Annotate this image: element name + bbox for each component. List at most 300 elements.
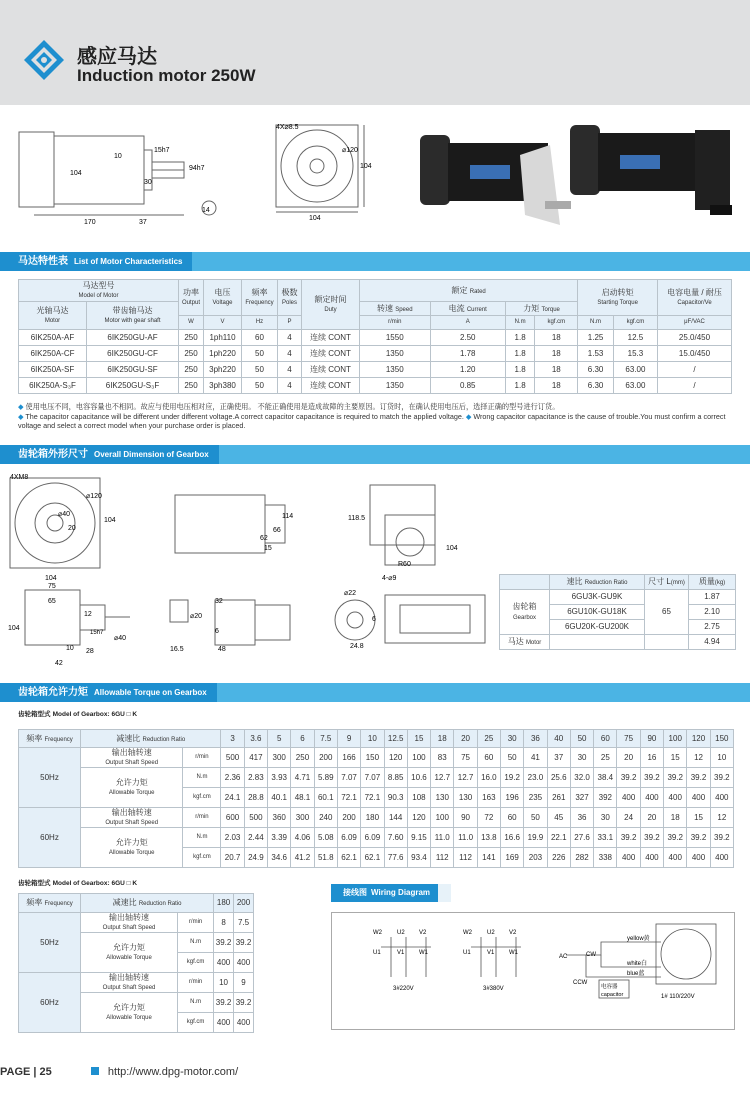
dim-label: 62 [260, 535, 268, 542]
table-cell: 7.5 [314, 730, 337, 748]
table-cell: 5 [268, 730, 291, 748]
table-cell: 39.2 [687, 828, 710, 848]
table-cell: 8.85 [384, 768, 407, 788]
table-cell: 400 [617, 848, 640, 868]
table-cell: 40.1 [268, 788, 291, 808]
table-cell: 18 [664, 808, 687, 828]
dim-label: 48 [218, 646, 226, 653]
dim-label: 104 [360, 163, 372, 170]
dim-label: 15h7 [90, 630, 104, 636]
table-cell: 1ph220 [204, 346, 242, 362]
table-cell: 7.5 [234, 913, 254, 933]
table-cell: 400 [214, 953, 234, 973]
table-cell: 39.2 [214, 933, 234, 953]
table-cell: 1.20 [430, 362, 505, 378]
table-cell: 30 [594, 808, 617, 828]
table-cell: 240 [314, 808, 337, 828]
table-cell: 12.5 [613, 330, 657, 346]
table-cell: 120 [687, 730, 710, 748]
table-cell: 130 [431, 788, 454, 808]
dim-label: 42 [55, 660, 63, 667]
table-cell: 72 [477, 808, 500, 828]
dim-label: 4X⌀8.5 [276, 124, 299, 131]
table-cell: 200 [234, 894, 254, 913]
dim-label: 28 [86, 648, 94, 655]
table-cell: 500 [244, 808, 267, 828]
dim-label: 24.8 [350, 643, 364, 650]
table-cell: 1350 [360, 362, 431, 378]
wire-label: 3#380V [483, 986, 504, 992]
table-cell: 3ph380 [204, 378, 242, 394]
table-cell: 1.8 [505, 346, 534, 362]
table-cell: 60Hz [19, 973, 81, 1033]
table-cell: 100 [431, 808, 454, 828]
section-header-torque: 齿轮箱允许力矩 Allowable Torque on Gearbox [0, 683, 750, 702]
table-cell: 166 [337, 748, 360, 768]
table-cell: 203 [524, 848, 547, 868]
table-cell: 4 [278, 362, 302, 378]
table-cell: 18 [431, 730, 454, 748]
table-cell: 130 [454, 788, 477, 808]
table-cell: 30 [501, 730, 524, 748]
table-cell: 39.2 [234, 993, 254, 1013]
table-cell: 4.71 [291, 768, 314, 788]
wire-label: U1 [373, 950, 381, 956]
table-cell: 39.2 [640, 768, 663, 788]
table-cell: 20 [617, 748, 640, 768]
table-cell: 400 [664, 848, 687, 868]
table-cell: 18 [535, 378, 578, 394]
table-cell: 90 [640, 730, 663, 748]
table-cell: 50Hz [19, 913, 81, 973]
dim-label: R60 [398, 561, 411, 568]
table-cell: 6IK250A-CF [19, 346, 87, 362]
dim-label: 104 [45, 575, 57, 582]
wire-label: CCW [573, 980, 588, 986]
table-cell: 39.2 [710, 828, 733, 848]
table-cell: 163 [477, 788, 500, 808]
table-cell: 39.2 [640, 828, 663, 848]
table-cell: 11.0 [431, 828, 454, 848]
dim-label: 6 [372, 616, 376, 623]
table-cell: 输出轴转速 Output Shaft Speed [81, 973, 178, 993]
table-cell: 12.7 [454, 768, 477, 788]
table-row [19, 748, 734, 768]
table-cell: 18 [535, 346, 578, 362]
table-cell: 1.78 [430, 346, 505, 362]
table-cell: 6.09 [337, 828, 360, 848]
table-cell: 2.36 [221, 768, 244, 788]
table-cell: 2.03 [221, 828, 244, 848]
note-cn: 使用电压不同，电容容量也不相同。故应与使用电压相对应，正确使用。 不能正确使用是造成故障的主要原因。订货时，在确认使用电压后，选择正确的型号进行订货。 [25, 402, 560, 411]
table-cell: 15.3 [613, 346, 657, 362]
table-cell: 120 [384, 748, 407, 768]
table-cell: 45 [547, 808, 570, 828]
table-cell: 15 [664, 748, 687, 768]
table-cell: 50 [524, 808, 547, 828]
table-cell: 3.93 [268, 768, 291, 788]
table-cell: 235 [524, 788, 547, 808]
table-cell: 1.53 [578, 346, 614, 362]
table-cell: N.m [178, 993, 214, 1013]
table-cell: 1.8 [505, 362, 534, 378]
bullet-icon [91, 1067, 99, 1075]
table-cell: 400 [214, 1013, 234, 1033]
table-cell: 500 [221, 748, 244, 768]
table-row [19, 808, 734, 828]
table-cell: 6.30 [578, 378, 614, 394]
table-cell: 327 [570, 788, 593, 808]
table-cell: 6IK250GU-AF [87, 330, 179, 346]
dim-label: ⌀40 [58, 511, 71, 518]
table-cell: 36 [524, 730, 547, 748]
table-cell: 16.6 [501, 828, 524, 848]
table-cell: 39.2 [664, 828, 687, 848]
table-cell: 50 [242, 346, 278, 362]
table-cell: 13.8 [477, 828, 500, 848]
wire-label: capacitor [601, 992, 624, 998]
wire-label: AC [559, 954, 568, 960]
table-cell: 允许力矩 Allowable Torque [81, 933, 178, 973]
brand-logo-icon [22, 38, 66, 82]
dim-label: 94h7 [189, 165, 205, 172]
dim-label: 32 [215, 598, 223, 605]
table-cell: 27.6 [570, 828, 593, 848]
table-cell: 3.39 [268, 828, 291, 848]
dim-label: 15h7 [154, 147, 170, 154]
dim-label: 65 [48, 598, 56, 605]
wire-label: CW [586, 952, 596, 958]
table-cell: 6.09 [361, 828, 384, 848]
table-cell: 300 [268, 748, 291, 768]
table-cell: 72.1 [337, 788, 360, 808]
table-cell: 39.2 [617, 768, 640, 788]
table-cell: kgf.cm [183, 788, 221, 808]
table-cell: 180 [214, 894, 234, 913]
motor-photo-1 [420, 135, 571, 225]
table-cell: N.m [183, 768, 221, 788]
table-cell: 16.0 [477, 768, 500, 788]
table-row [19, 346, 732, 362]
table-cell: 12.5 [384, 730, 407, 748]
table-cell: 39.2 [710, 768, 733, 788]
footer [0, 1066, 238, 1078]
torque-table-2-title: 齿轮箱型式 Model of Gearbox: 6GU □ K [18, 880, 138, 887]
wire-label: V2 [419, 930, 427, 936]
table-cell: 112 [431, 848, 454, 868]
table-cell: 30 [570, 748, 593, 768]
table-cell: 77.6 [384, 848, 407, 868]
dim-label: 16.5 [170, 646, 184, 653]
table-cell: 417 [244, 748, 267, 768]
table-cell: 5.89 [314, 768, 337, 788]
table-cell: 120 [407, 808, 430, 828]
table-cell: 9.15 [407, 828, 430, 848]
note-en-2: Wrong capacitor capacitance is the cause of trouble.You must confirm a correct voltage and select a correct model when your purchase order is placed. [18, 411, 726, 431]
table-row [19, 828, 734, 848]
wire-label: 1# 110/220V [661, 994, 695, 1000]
table-cell: 100 [407, 748, 430, 768]
table-cell: 1350 [360, 346, 431, 362]
table-cell: 8 [214, 913, 234, 933]
table-cell: 22.1 [547, 828, 570, 848]
table-cell: 7.07 [361, 768, 384, 788]
wire-label: blue蓝 [627, 971, 645, 977]
dim-label: 104 [8, 625, 20, 632]
table-cell: 输出轴转速 Output Shaft Speed [81, 808, 183, 828]
table-cell: 24 [617, 808, 640, 828]
table-cell: 50 [501, 748, 524, 768]
table-cell: 48.1 [291, 788, 314, 808]
table-cell: / [658, 362, 732, 378]
table-cell: kgf.cm [178, 1013, 214, 1033]
table-cell: 261 [547, 788, 570, 808]
table-cell: 41.2 [291, 848, 314, 868]
table-cell: 60Hz [19, 808, 81, 868]
table-cell: 50 [570, 730, 593, 748]
gearbox-ratio-table: 速比 Reduction Ratio 尺寸 L(mm) 质量(kg) 齿轮箱 Gearbox 6GU3K-GU9K 65 1.87 6GU10K-GU18K 2.10 6GU20K-GU200K 2.75 马达 Motor 4.94 [499, 574, 736, 650]
table-cell: 6IK250A-S₃F [19, 378, 87, 394]
dim-label: 12 [84, 611, 92, 618]
table-cell: 63.00 [613, 378, 657, 394]
table-cell: 3 [221, 730, 244, 748]
table-cell: 50 [242, 362, 278, 378]
table-cell: 90 [454, 808, 477, 828]
dim-label: ⌀40 [114, 635, 127, 642]
table-cell: 250 [179, 346, 204, 362]
table-cell: 83 [431, 748, 454, 768]
table-cell: 32.0 [570, 768, 593, 788]
table-cell: 90.3 [384, 788, 407, 808]
table-cell: 400 [617, 788, 640, 808]
table-cell: 6IK250A-AF [19, 330, 87, 346]
table-cell: 60 [594, 730, 617, 748]
table-cell: 51.8 [314, 848, 337, 868]
table-cell: 150 [361, 748, 384, 768]
table-cell: 1.8 [505, 378, 534, 394]
table-cell: 400 [640, 848, 663, 868]
dim-label: 6 [215, 628, 219, 635]
table-cell: 9 [337, 730, 360, 748]
table-cell: 12 [687, 748, 710, 768]
table-cell: 112 [454, 848, 477, 868]
table-cell: 6IK250A-SF [19, 362, 87, 378]
table-cell: 4 [278, 346, 302, 362]
table-cell: 144 [384, 808, 407, 828]
table-cell: 允许力矩 Allowable Torque [81, 768, 183, 808]
table-cell: 1ph110 [204, 330, 242, 346]
note-en-1: The capacitor capacitance will be different under different voltage.A correct capacitor capacitance is required to match the applied voltage. [25, 411, 464, 421]
dim-label: 104 [309, 215, 321, 222]
table-cell: 93.4 [407, 848, 430, 868]
dim-label: 14 [202, 207, 210, 214]
motor-characteristics-table: 马达型号 Model of Motor 功率 Output 电压 Voltage 频率 Frequency 极数 Poles 额定时间 Duty 额定 Rated 启动转矩 Starting Torque 电容电量 / 耐压 Capacitor/Ve 光轴马达 Motor 带齿轴马达 Motor with gear shaft 转速 Speed 电流 Current 力矩 Torque W V Hz P r/min A N.m kgf.cm N.m kgf.cm μF/VAC 6IK250A-AF 6IK250GU-AF 250 1ph110 60 4 连续 CONT 1550 2.50 1.8 18 1.25 12.5 25.0/450 6IK250A-CF 6IK250GU-CF 250 1ph220 50 4 连续 CONT 1350 1.78 1.8 18 1.53 15.3 15.0/450 6IK250A-SF 6IK250GU-SF 250 3ph220 50 4 连续 CONT 1350 1.20 1.8 18 6.30 63.00 / 6IK250A-S₃F 6IK250GU-S₃F 250 3ph380 50 4 连续 CONT 1350 0.85 1.8 18 6.30 63.00 / [18, 279, 732, 394]
table-cell: kgf.cm [183, 848, 221, 868]
table-cell: 75 [617, 730, 640, 748]
motor-photo-2 [570, 125, 732, 215]
wire-label: 电容器 [601, 984, 618, 990]
table-cell: 25.0/450 [658, 330, 732, 346]
table-cell: 连续 CONT [302, 330, 360, 346]
wire-label: W2 [373, 930, 382, 936]
section-header-characteristics: 马达特性表 List of Motor Characteristics [0, 252, 750, 271]
table-cell: 6IK250GU-S₃F [87, 378, 179, 394]
wire-label: yellow黄 [627, 936, 650, 942]
table-cell: 250 [179, 330, 204, 346]
section-header-gearbox-dimension: 齿轮箱外形尺寸 Overall Dimension of Gearbox [0, 445, 750, 464]
table-cell: 39.2 [617, 828, 640, 848]
table-cell: 3.6 [244, 730, 267, 748]
table-cell: 169 [501, 848, 524, 868]
torque-table-1-title: 齿轮箱型式 Model of Gearbox: 6GU □ K [18, 711, 138, 718]
dim-label: 104 [70, 170, 82, 177]
table-cell: 39.2 [234, 933, 254, 953]
table-cell: 100 [664, 730, 687, 748]
table-cell: 18 [535, 362, 578, 378]
table-cell: 20 [640, 808, 663, 828]
table-cell: 连续 CONT [302, 346, 360, 362]
table-cell: 25.6 [547, 768, 570, 788]
table-cell: r/min [183, 808, 221, 828]
table-cell: 60 [477, 748, 500, 768]
dim-label: ⌀120 [86, 493, 102, 500]
table-cell: 15 [407, 730, 430, 748]
table-cell: N.m [178, 933, 214, 953]
wire-label: V2 [509, 930, 517, 936]
motor-dimension-drawing [14, 120, 394, 230]
table-cell: 4 [278, 378, 302, 394]
table-cell: 输出轴转速 Output Shaft Speed [81, 748, 183, 768]
page-number: PAGE | 25 [0, 1066, 52, 1078]
table-row [19, 378, 732, 394]
table-cell: 41 [524, 748, 547, 768]
dim-label: ⌀22 [344, 590, 357, 597]
table-cell: 23.0 [524, 768, 547, 788]
dim-label: 66 [273, 527, 281, 534]
table-cell: 1350 [360, 378, 431, 394]
table-cell: 400 [234, 1013, 254, 1033]
table-cell: 196 [501, 788, 524, 808]
table-cell: 10 [361, 730, 384, 748]
table-cell: r/min [178, 973, 214, 993]
page-title-en: Induction motor 250W [77, 66, 256, 85]
dim-label: 10 [114, 153, 122, 160]
table-cell: 400 [710, 848, 733, 868]
table-cell: 25 [594, 748, 617, 768]
table-cell: 150 [710, 730, 733, 748]
table-cell: 20.7 [221, 848, 244, 868]
table-cell: 72.1 [361, 788, 384, 808]
table-cell: 2.83 [244, 768, 267, 788]
dim-label: 104 [104, 517, 116, 524]
wire-label: white白 [627, 961, 648, 967]
wire-label: W1 [419, 950, 428, 956]
table-cell: 19.2 [501, 768, 524, 788]
footer-url[interactable]: http://www.dpg-motor.com/ [107, 1066, 239, 1078]
table-cell: / [658, 378, 732, 394]
table-cell: 16 [640, 748, 663, 768]
table-cell: 200 [337, 808, 360, 828]
dim-label: 20 [68, 525, 76, 532]
table-cell: 19.9 [524, 828, 547, 848]
table-cell: 连续 CONT [302, 362, 360, 378]
table-cell: 12.7 [431, 768, 454, 788]
table-cell: 600 [221, 808, 244, 828]
table-cell: 36 [570, 808, 593, 828]
table-cell: 1.8 [505, 330, 534, 346]
product-photos [410, 115, 740, 245]
dim-label: 4XM8 [10, 474, 29, 481]
dim-label: 114 [282, 513, 294, 520]
table-cell: 34.6 [268, 848, 291, 868]
dim-label: 4-⌀9 [382, 575, 397, 582]
table-cell: 4.06 [291, 828, 314, 848]
table-cell: 11.0 [454, 828, 477, 848]
section-header-wiring: 接线图 Wiring Diagram [331, 884, 451, 902]
table-cell: 2.50 [430, 330, 505, 346]
table-cell: 28.8 [244, 788, 267, 808]
table-row [19, 973, 254, 993]
table-cell: 输出轴转速 Output Shaft Speed [81, 913, 178, 933]
table-cell: 7.07 [337, 768, 360, 788]
table-cell: 3ph220 [204, 362, 242, 378]
table-cell: 9 [234, 973, 254, 993]
page-title-cn: 感应马达 [77, 46, 157, 68]
wire-label: U1 [463, 950, 471, 956]
table-cell: 39.2 [687, 768, 710, 788]
table-cell: 5.08 [314, 828, 337, 848]
wire-label: U2 [397, 930, 405, 936]
table-cell: 允许力矩 Allowable Torque [81, 993, 178, 1033]
wire-label: W2 [463, 930, 472, 936]
table-row [19, 362, 732, 378]
table-cell: 60 [242, 330, 278, 346]
table-cell: 12 [710, 808, 733, 828]
table-cell: 400 [710, 788, 733, 808]
table-cell: 75 [454, 748, 477, 768]
table-cell: 300 [291, 808, 314, 828]
table-cell: 7.60 [384, 828, 407, 848]
table-cell: 4 [278, 330, 302, 346]
table-cell: 33.1 [594, 828, 617, 848]
table-cell: 400 [687, 848, 710, 868]
table-cell: r/min [178, 913, 214, 933]
torque-table-2: 频率 Frequency 减速比 Reduction Ratio 180 200 50Hz 输出轴转速 Output Shaft Speed r/min 8 7.5 允许力矩 Allowable Torque N.m 39.2 39.2 kgf.cm 400 400 60Hz 输出轴转速 Output Shaft Speed r/min 10 9 允许力矩 Allowable Torque N.m 39.2 39.2 kgf.cm 400 400 [18, 893, 254, 1033]
table-cell: N.m [183, 828, 221, 848]
table-cell: 400 [687, 788, 710, 808]
table-cell: 6 [291, 730, 314, 748]
table-cell: 24.1 [221, 788, 244, 808]
table-cell: 2.44 [244, 828, 267, 848]
table-cell: 400 [234, 953, 254, 973]
dim-label: 10 [66, 645, 74, 652]
table-cell: 50 [242, 378, 278, 394]
table-cell: 62.1 [337, 848, 360, 868]
table-cell: 1550 [360, 330, 431, 346]
table-cell: 25 [477, 730, 500, 748]
table-cell: 10.6 [407, 768, 430, 788]
table-cell: 62.1 [361, 848, 384, 868]
table-cell: 60 [501, 808, 524, 828]
table-cell: 40 [547, 730, 570, 748]
table-cell: 15 [687, 808, 710, 828]
dim-label: 37 [139, 219, 147, 226]
table-cell: 1.25 [578, 330, 614, 346]
table-cell: 39.2 [664, 768, 687, 788]
table-cell: r/min [183, 748, 221, 768]
table-cell: 400 [640, 788, 663, 808]
table-cell: 400 [664, 788, 687, 808]
